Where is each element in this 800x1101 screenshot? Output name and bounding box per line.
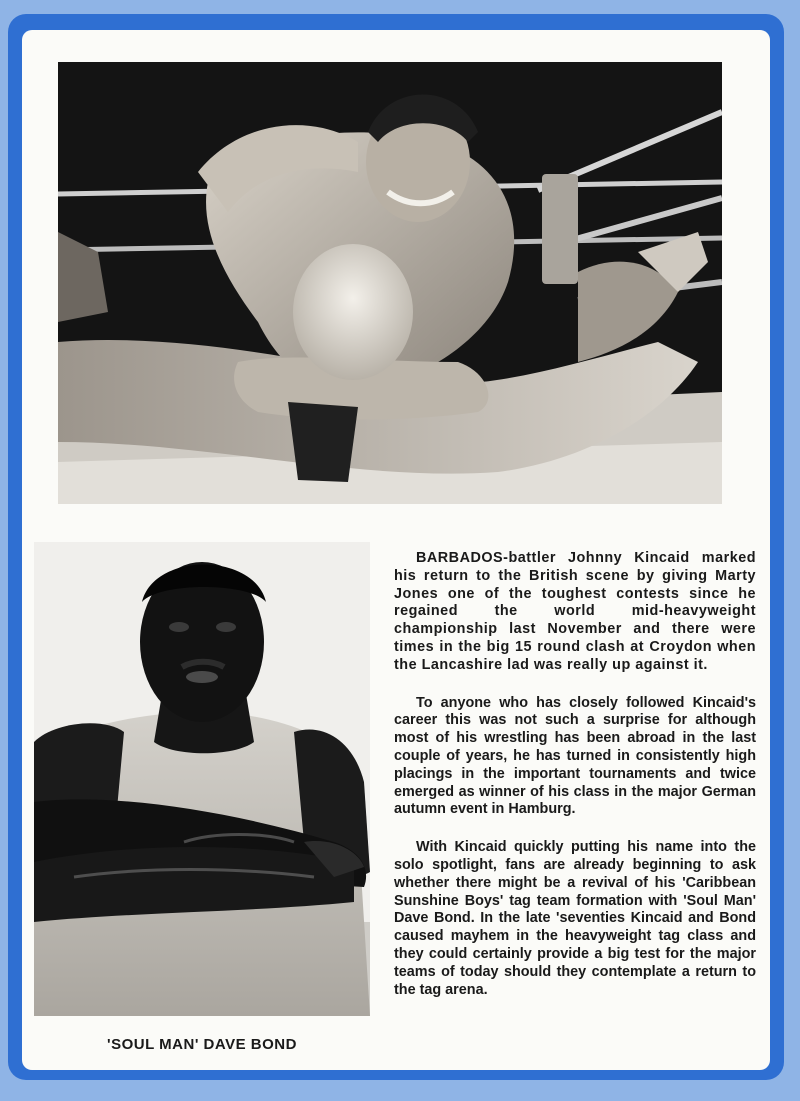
magazine-page [22, 30, 770, 1070]
article-text [394, 550, 756, 1019]
photo-caption: 'SOUL MAN' DAVE BOND [107, 1036, 297, 1053]
wrestler-portrait-photo [34, 542, 370, 1016]
wrestler-portrait-photo-icon [34, 542, 370, 1016]
article-paragraph-2: To anyone who has closely followed Kincaid's career this was not such a surprise for although most of his wrestling has been abroad in the last couple of years, he has turned in consistently high placings in the important tournaments and twice emerged as winner of his class in the major German autumn event in Hamburg. [394, 694, 756, 818]
wrestling-match-photo [58, 62, 722, 504]
wrestling-match-photo-icon [58, 62, 722, 504]
article-paragraph-1: BARBADOS-battler Johnny Kincaid marked his return to the British scene by giving Marty Jones one of the toughest contests since he regained the world mid-heavyweight championship last November and there were times in the big 15 round clash at Croydon when the Lancashire lad was really up against it. [394, 550, 756, 673]
article-paragraph-3: With Kincaid quickly putting his name into the solo spotlight, fans are already beginning to ask whether there might be a revival of his 'Caribbean Sunshine Boys' tag team formation with 'Soul Man' Dave Bond. In the late 'seventies Kincaid and Bond caused mayhem in the heavyweight tag class and they could certainly provide a big test for the major teams of today should they contemplate a return to the tag arena. [394, 839, 756, 998]
